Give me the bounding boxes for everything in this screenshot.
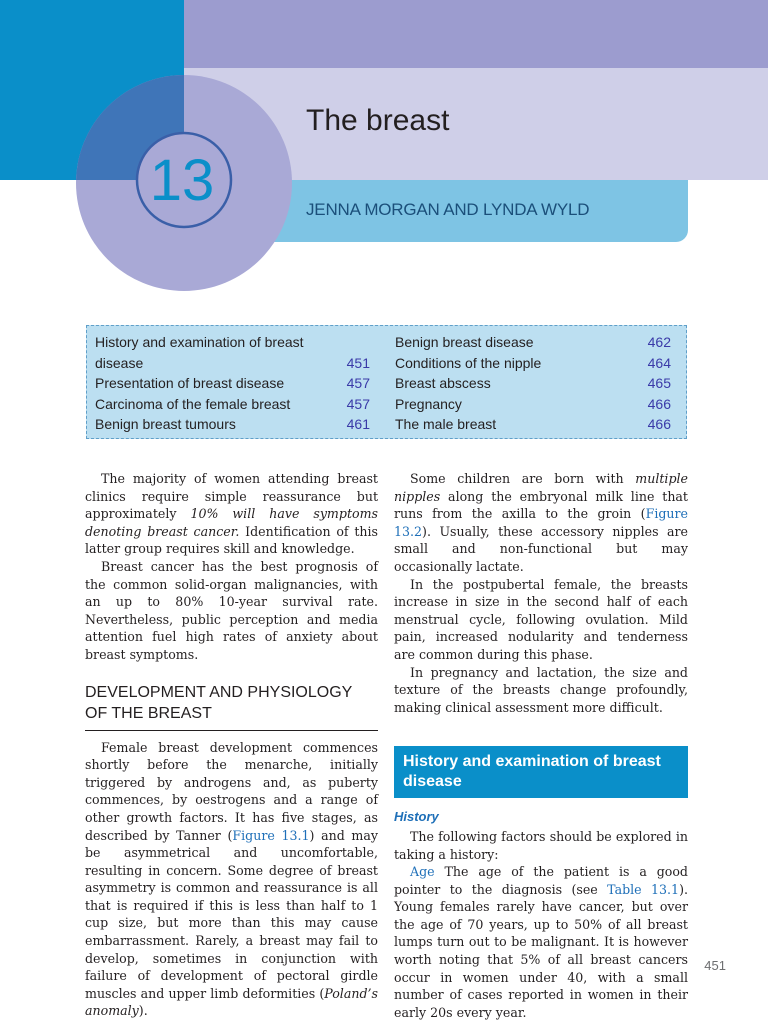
table-13-1-link[interactable]: Table 13.1 — [607, 881, 680, 897]
contents-entry-page: 462 — [647, 334, 671, 350]
contents-entry-title: Pregnancy — [395, 395, 462, 412]
page-number: 451 — [704, 958, 726, 973]
contents-entry[interactable] — [395, 332, 671, 353]
contents-entry-page: 465 — [647, 375, 671, 392]
contents-entry[interactable] — [95, 373, 370, 394]
intro-paragraph: The majority of women attending breast clinics require simple reassurance but approximately 10% will have symptoms denoting breast cancer. Identification of this latter group requires skill and knowledge. — [85, 471, 378, 557]
subheading-history: History — [394, 809, 439, 825]
contents-entry-page: 466 — [647, 395, 671, 412]
body-column-left — [85, 470, 378, 1020]
contents-entry-title: Benign breast tumours — [95, 416, 236, 433]
multiple-nipples-paragraph: Some children are born with multiple nipples along the embryonal milk line that runs from the axilla to the groin (Figure 13.2). Usually, these accessory nipples are small and non-functional but may occasionally lactate. — [394, 471, 688, 574]
body-column-right — [394, 470, 688, 1021]
contents-entry[interactable] — [95, 414, 370, 435]
contents-entry[interactable] — [395, 414, 671, 435]
contents-column-right — [395, 332, 671, 435]
contents-entry-page: 457 — [346, 375, 370, 392]
chapter-authors: JENNA MORGAN AND LYNDA WYLD — [306, 200, 590, 219]
figure-13-1-link[interactable]: Figure 13.1 — [232, 827, 310, 843]
contents-entry-title: Conditions of the nipple — [395, 354, 542, 371]
chapter-contents — [86, 325, 687, 439]
contents-entry-title: Presentation of breast disease — [95, 375, 285, 392]
contents-column-left — [95, 332, 370, 435]
history-intro-paragraph: The following factors should be explored in taking a history: — [394, 828, 688, 862]
contents-entry-page: 461 — [346, 416, 370, 433]
development-paragraph: Female breast development commences shortly before the menarche, initially triggered by androgens and, as puberty commences, by oestrogens and a range of other growth factors. It has five stages, as described by Tanner (Figure 13.1) and may be asymmetrical and uncomfortable, resulting in concern. Some degree of breast asymmetry is common and reassurance is all that is required if this is less than half to 1 cup size, but more than this may cause embarrassment. Rarely, a breast may fail to develop, sometimes in conjunction with failure of development of pectoral girdle muscles and upper limb deformities (Poland’s anomaly). — [85, 739, 378, 1019]
contents-entry[interactable] — [95, 332, 370, 373]
contents-entry-page: 451 — [346, 354, 370, 371]
figure-13-2-link[interactable]: Figure 13.2 — [394, 506, 688, 539]
contents-entry-title: Carcinoma of the female breast — [95, 395, 291, 412]
age-label: Age — [410, 864, 435, 880]
contents-entry-page: 457 — [346, 395, 370, 412]
contents-entry-page: 464 — [647, 354, 671, 371]
prognosis-paragraph: Breast cancer has the best prognosis of the common solid-organ malignancies, with an up to 80% 10-year survival rate. Nevertheless, public perception and media attention fuel high rates of anxiety about breast symptoms. — [85, 558, 378, 662]
chapter-number: 13 — [149, 148, 215, 213]
contents-entry-title: Breast abscess — [395, 375, 491, 392]
chapter-title: The breast — [306, 104, 450, 137]
contents-entry[interactable] — [395, 353, 671, 374]
contents-entry-title: History and examination of breast disease — [95, 334, 304, 371]
section-heading-history-examination: History and examination of breast disease — [394, 746, 688, 798]
postpubertal-paragraph: In the postpubertal female, the breasts increase in size in the second half of each menstrual cycle, following ovulation. Mild pain, increased nodularity and tenderness are common during this phase. — [394, 576, 688, 662]
contents-entry[interactable] — [395, 373, 671, 394]
contents-entry-title: Benign breast disease — [395, 334, 534, 350]
contents-entry[interactable] — [95, 394, 370, 415]
contents-entry[interactable] — [395, 394, 671, 415]
contents-entry-title: The male breast — [395, 416, 497, 433]
section-heading-development: DEVELOPMENT AND PHYSIOLOGY OF THE BREAST — [85, 682, 378, 731]
pregnancy-paragraph: In pregnancy and lactation, the size and texture of the breasts change profoundly, making clinical assessment more difficult. — [394, 664, 688, 715]
contents-entry-page: 466 — [647, 416, 671, 433]
age-paragraph: Age The age of the patient is a good pointer to the diagnosis (see Table 13.1). Young females rarely have cancer, but over the age of 70 years, up to 50% of all breast lumps turn out to be malignant. It is however worth noting that 5% of all breast cancers occur in women under 40, with a small number of cases reported in women in their early 20s every year. — [394, 864, 688, 1020]
chapter-number-emblem — [0, 0, 768, 300]
